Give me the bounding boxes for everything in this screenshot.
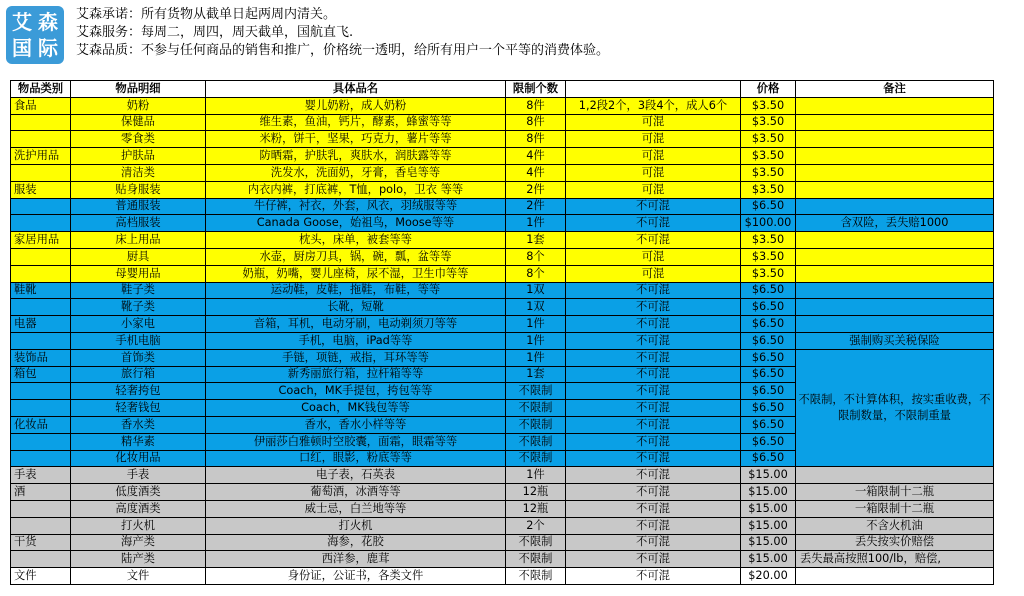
remark-cell: 丢失按实价赔偿 — [796, 534, 994, 551]
limit-cell: 8件 — [506, 131, 566, 148]
price-cell: $3.50 — [741, 265, 796, 282]
price-cell: $6.50 — [741, 282, 796, 299]
mix-cell: 可混 — [566, 148, 741, 165]
items-cell: 新秀丽旅行箱，拉杆箱等等 — [206, 366, 506, 383]
table-row — [11, 114, 994, 131]
remark-cell — [796, 299, 994, 316]
detail-cell: 护肤品 — [71, 148, 206, 165]
limit-cell: 4件 — [506, 148, 566, 165]
remark-cell — [796, 467, 994, 484]
category-cell: 箱包 — [11, 366, 71, 383]
service-line: 艾森服务：每周二，周四，周天截单，国航直飞. — [76, 25, 354, 40]
limit-cell: 1件 — [506, 349, 566, 366]
limit-cell: 1双 — [506, 299, 566, 316]
category-cell — [11, 517, 71, 534]
limit-cell: 不限制 — [506, 400, 566, 417]
items-cell: 手机，电脑，iPad等等 — [206, 332, 506, 349]
items-cell: 长靴，短靴 — [206, 299, 506, 316]
limit-cell: 8件 — [506, 97, 566, 114]
mix-cell: 可混 — [566, 114, 741, 131]
detail-cell: 厨具 — [71, 248, 206, 265]
mix-cell: 不可混 — [566, 500, 741, 517]
items-cell: 水壶，厨房刀具，锅，碗，瓢，盆等等 — [206, 248, 506, 265]
table-row — [11, 97, 994, 114]
price-cell: $6.50 — [741, 332, 796, 349]
remark-cell — [796, 232, 994, 249]
mix-cell: 不可混 — [566, 299, 741, 316]
remark-cell: 含双险，丢失赔1000 — [796, 215, 994, 232]
detail-cell: 海产类 — [71, 534, 206, 551]
price-cell: $6.50 — [741, 349, 796, 366]
mix-cell: 不可混 — [566, 484, 741, 501]
mix-cell: 不可混 — [566, 332, 741, 349]
category-cell — [11, 131, 71, 148]
header-mix — [566, 81, 741, 98]
table-row — [11, 215, 994, 232]
items-cell: 伊丽莎白雅顿时空胶囊，面霜，眼霜等等 — [206, 433, 506, 450]
price-cell: $6.50 — [741, 416, 796, 433]
table-row — [11, 131, 994, 148]
remark-cell: 丢失最高按照100/lb，赔偿, — [796, 551, 994, 568]
items-cell: 维生素，鱼油，钙片，酵素，蜂蜜等等 — [206, 114, 506, 131]
detail-cell: 奶粉 — [71, 97, 206, 114]
limit-cell: 1套 — [506, 232, 566, 249]
price-cell: $3.50 — [741, 114, 796, 131]
detail-cell: 首饰类 — [71, 349, 206, 366]
limit-cell: 4件 — [506, 164, 566, 181]
logo — [6, 6, 64, 64]
table-row — [11, 534, 994, 551]
remark-cell: 一箱限制十二瓶 — [796, 484, 994, 501]
limit-cell: 1双 — [506, 282, 566, 299]
remark-cell — [796, 148, 994, 165]
detail-cell: 高度酒类 — [71, 500, 206, 517]
items-cell: 洗发水，洗面奶，牙膏，香皂等等 — [206, 164, 506, 181]
items-cell: 威士忌，白兰地等等 — [206, 500, 506, 517]
table-row — [11, 349, 994, 366]
table-row — [11, 248, 994, 265]
limit-cell: 12瓶 — [506, 500, 566, 517]
mix-cell: 1,2段2个，3段4个，成人6个 — [566, 97, 741, 114]
mix-cell: 不可混 — [566, 232, 741, 249]
remark-cell: 强制购买关税保险 — [796, 332, 994, 349]
items-cell: 婴儿奶粉，成人奶粉 — [206, 97, 506, 114]
price-cell: $15.00 — [741, 551, 796, 568]
merged-remark-cell: 不限制，不计算体积，按实重收费，不限制数量，不限制重量 — [796, 349, 994, 467]
items-cell: 电子表，石英表 — [206, 467, 506, 484]
items-cell: 手链，项链，戒指，耳环等等 — [206, 349, 506, 366]
items-cell: 身份证，公证书，各类文件 — [206, 568, 506, 585]
category-cell — [11, 164, 71, 181]
category-cell: 食品 — [11, 97, 71, 114]
limit-cell: 12瓶 — [506, 484, 566, 501]
category-cell: 洗护用品 — [11, 148, 71, 165]
items-cell: 音箱，耳机，电动牙刷，电动剃须刀等等 — [206, 316, 506, 333]
remark-cell — [796, 282, 994, 299]
logo-char: 艾 — [12, 10, 32, 34]
category-cell — [11, 500, 71, 517]
table-row — [11, 467, 994, 484]
table-row — [11, 568, 994, 585]
limit-cell: 不限制 — [506, 534, 566, 551]
category-cell: 化妆品 — [11, 416, 71, 433]
limit-cell: 不限制 — [506, 433, 566, 450]
category-cell — [11, 332, 71, 349]
price-cell: $6.50 — [741, 299, 796, 316]
category-cell — [11, 551, 71, 568]
mix-cell: 不可混 — [566, 282, 741, 299]
detail-cell: 轻奢挎包 — [71, 383, 206, 400]
category-cell — [11, 114, 71, 131]
category-cell: 服装 — [11, 181, 71, 198]
items-cell: 运动鞋，皮鞋，拖鞋，布鞋，等等 — [206, 282, 506, 299]
items-cell: 牛仔裤，衬衣，外套，风衣，羽绒服等等 — [206, 198, 506, 215]
detail-cell: 打火机 — [71, 517, 206, 534]
mix-cell: 不可混 — [566, 450, 741, 467]
price-cell: $15.00 — [741, 534, 796, 551]
price-cell: $3.50 — [741, 164, 796, 181]
category-cell: 电器 — [11, 316, 71, 333]
mix-cell: 可混 — [566, 131, 741, 148]
logo-char: 际 — [38, 36, 58, 60]
limit-cell: 不限制 — [506, 383, 566, 400]
items-cell: 内衣内裤，打底裤，T恤，polo，卫衣 等等 — [206, 181, 506, 198]
remark-cell: 不含火机油 — [796, 517, 994, 534]
price-cell: $6.50 — [741, 400, 796, 417]
items-cell: 海参，花胶 — [206, 534, 506, 551]
detail-cell: 贴身服装 — [71, 181, 206, 198]
detail-cell: 文件 — [71, 568, 206, 585]
items-cell: 防晒霜，护肤乳，爽肤水，润肤露等等 — [206, 148, 506, 165]
price-cell: $100.00 — [741, 215, 796, 232]
detail-cell: 小家电 — [71, 316, 206, 333]
intro-text — [76, 6, 609, 60]
limit-cell: 1件 — [506, 316, 566, 333]
remark-cell — [796, 265, 994, 282]
category-cell — [11, 433, 71, 450]
remark-cell: 一箱限制十二瓶 — [796, 500, 994, 517]
detail-cell: 香水类 — [71, 416, 206, 433]
table-row — [11, 517, 994, 534]
price-cell: $3.50 — [741, 148, 796, 165]
limit-cell: 2件 — [506, 181, 566, 198]
limit-cell: 1套 — [506, 366, 566, 383]
price-cell: $3.50 — [741, 97, 796, 114]
table-row — [11, 500, 994, 517]
table-body — [11, 97, 994, 584]
price-cell: $15.00 — [741, 484, 796, 501]
category-cell: 手表 — [11, 467, 71, 484]
limit-cell: 不限制 — [506, 568, 566, 585]
price-cell: $3.50 — [741, 232, 796, 249]
quality-line: 艾森品质：不参与任何商品的销售和推广，价格统一透明，给所有用户一个平等的消费体验。 — [76, 43, 610, 58]
price-cell: $6.50 — [741, 383, 796, 400]
logo-char: 国 — [12, 36, 32, 60]
limit-cell: 不限制 — [506, 416, 566, 433]
category-cell — [11, 198, 71, 215]
mix-cell: 不可混 — [566, 568, 741, 585]
mix-cell: 不可混 — [566, 400, 741, 417]
table-row — [11, 232, 994, 249]
detail-cell: 手表 — [71, 467, 206, 484]
remark-cell — [796, 131, 994, 148]
items-cell: 西洋参，鹿茸 — [206, 551, 506, 568]
table-row — [11, 551, 994, 568]
detail-cell: 高档服装 — [71, 215, 206, 232]
mix-cell: 不可混 — [566, 349, 741, 366]
header-limit: 限制个数 — [506, 81, 566, 98]
table-row — [11, 484, 994, 501]
detail-cell: 手机电脑 — [71, 332, 206, 349]
detail-cell: 轻奢钱包 — [71, 400, 206, 417]
detail-cell: 清洁类 — [71, 164, 206, 181]
price-cell: $6.50 — [741, 198, 796, 215]
table-row — [11, 181, 994, 198]
category-cell: 文件 — [11, 568, 71, 585]
mix-cell: 不可混 — [566, 467, 741, 484]
category-cell — [11, 383, 71, 400]
price-cell: $15.00 — [741, 517, 796, 534]
table-row — [11, 265, 994, 282]
remark-cell — [796, 248, 994, 265]
shipping-rate-table — [10, 80, 994, 585]
price-cell: $20.00 — [741, 568, 796, 585]
header-row — [11, 81, 994, 98]
header-remark: 备注 — [796, 81, 994, 98]
mix-cell: 不可混 — [566, 366, 741, 383]
table-row — [11, 164, 994, 181]
category-cell — [11, 450, 71, 467]
category-cell: 鞋靴 — [11, 282, 71, 299]
mix-cell: 可混 — [566, 164, 741, 181]
detail-cell: 保健品 — [71, 114, 206, 131]
detail-cell: 普通服装 — [71, 198, 206, 215]
promise-line: 艾森承诺：所有货物从截单日起两周内清关。 — [76, 7, 337, 22]
items-cell: Coach，MK手提包，挎包等等 — [206, 383, 506, 400]
detail-cell: 化妆用品 — [71, 450, 206, 467]
category-cell — [11, 299, 71, 316]
detail-cell: 母婴用品 — [71, 265, 206, 282]
detail-cell: 精华素 — [71, 433, 206, 450]
header-price: 价格 — [741, 81, 796, 98]
price-cell: $15.00 — [741, 500, 796, 517]
limit-cell: 8件 — [506, 114, 566, 131]
limit-cell: 2件 — [506, 198, 566, 215]
mix-cell: 不可混 — [566, 551, 741, 568]
remark-cell — [796, 114, 994, 131]
remark-cell — [796, 164, 994, 181]
remark-cell — [796, 181, 994, 198]
table-row — [11, 299, 994, 316]
mix-cell: 不可混 — [566, 517, 741, 534]
category-cell: 酒 — [11, 484, 71, 501]
detail-cell: 低度酒类 — [71, 484, 206, 501]
items-cell: 口红，眼影，粉底等等 — [206, 450, 506, 467]
header-detail: 物品明细 — [71, 81, 206, 98]
table-row — [11, 282, 994, 299]
header-category: 物品类别 — [11, 81, 71, 98]
limit-cell: 8个 — [506, 265, 566, 282]
table-row — [11, 332, 994, 349]
limit-cell: 1件 — [506, 332, 566, 349]
limit-cell: 不限制 — [506, 450, 566, 467]
mix-cell: 可混 — [566, 181, 741, 198]
category-cell: 干货 — [11, 534, 71, 551]
mix-cell: 不可混 — [566, 316, 741, 333]
category-cell: 家居用品 — [11, 232, 71, 249]
header-items: 具体品名 — [206, 81, 506, 98]
remark-cell — [796, 97, 994, 114]
price-cell: $6.50 — [741, 316, 796, 333]
table-row — [11, 316, 994, 333]
items-cell: Coach，MK钱包等等 — [206, 400, 506, 417]
items-cell: Canada Goose，始祖鸟，Moose等等 — [206, 215, 506, 232]
items-cell: 打火机 — [206, 517, 506, 534]
remark-cell — [796, 198, 994, 215]
mix-cell: 不可混 — [566, 534, 741, 551]
remark-cell — [796, 316, 994, 333]
limit-cell: 不限制 — [506, 551, 566, 568]
table-row — [11, 198, 994, 215]
items-cell: 米粉，饼干，坚果，巧克力，薯片等等 — [206, 131, 506, 148]
logo-char: 森 — [38, 10, 58, 34]
price-cell: $15.00 — [741, 467, 796, 484]
category-cell — [11, 400, 71, 417]
mix-cell: 可混 — [566, 248, 741, 265]
category-cell: 装饰品 — [11, 349, 71, 366]
limit-cell: 2个 — [506, 517, 566, 534]
table-row — [11, 148, 994, 165]
mix-cell: 不可混 — [566, 215, 741, 232]
category-cell — [11, 248, 71, 265]
mix-cell: 不可混 — [566, 416, 741, 433]
mix-cell: 可混 — [566, 265, 741, 282]
limit-cell: 1件 — [506, 467, 566, 484]
detail-cell: 旅行箱 — [71, 366, 206, 383]
price-cell: $3.50 — [741, 181, 796, 198]
items-cell: 香水，香水小样等等 — [206, 416, 506, 433]
items-cell: 葡萄酒，冰酒等等 — [206, 484, 506, 501]
price-cell: $3.50 — [741, 248, 796, 265]
mix-cell: 不可混 — [566, 383, 741, 400]
category-cell — [11, 265, 71, 282]
detail-cell: 陆产类 — [71, 551, 206, 568]
items-cell: 奶瓶，奶嘴，婴儿座椅，尿不湿，卫生巾等等 — [206, 265, 506, 282]
mix-cell: 不可混 — [566, 433, 741, 450]
price-cell: $6.50 — [741, 450, 796, 467]
mix-cell: 不可混 — [566, 198, 741, 215]
price-cell: $3.50 — [741, 131, 796, 148]
detail-cell: 靴子类 — [71, 299, 206, 316]
detail-cell: 零食类 — [71, 131, 206, 148]
price-cell: $6.50 — [741, 366, 796, 383]
detail-cell: 鞋子类 — [71, 282, 206, 299]
items-cell: 枕头，床单，被套等等 — [206, 232, 506, 249]
category-cell — [11, 215, 71, 232]
price-cell: $6.50 — [741, 433, 796, 450]
detail-cell: 床上用品 — [71, 232, 206, 249]
remark-cell — [796, 568, 994, 585]
limit-cell: 8个 — [506, 248, 566, 265]
limit-cell: 1件 — [506, 215, 566, 232]
